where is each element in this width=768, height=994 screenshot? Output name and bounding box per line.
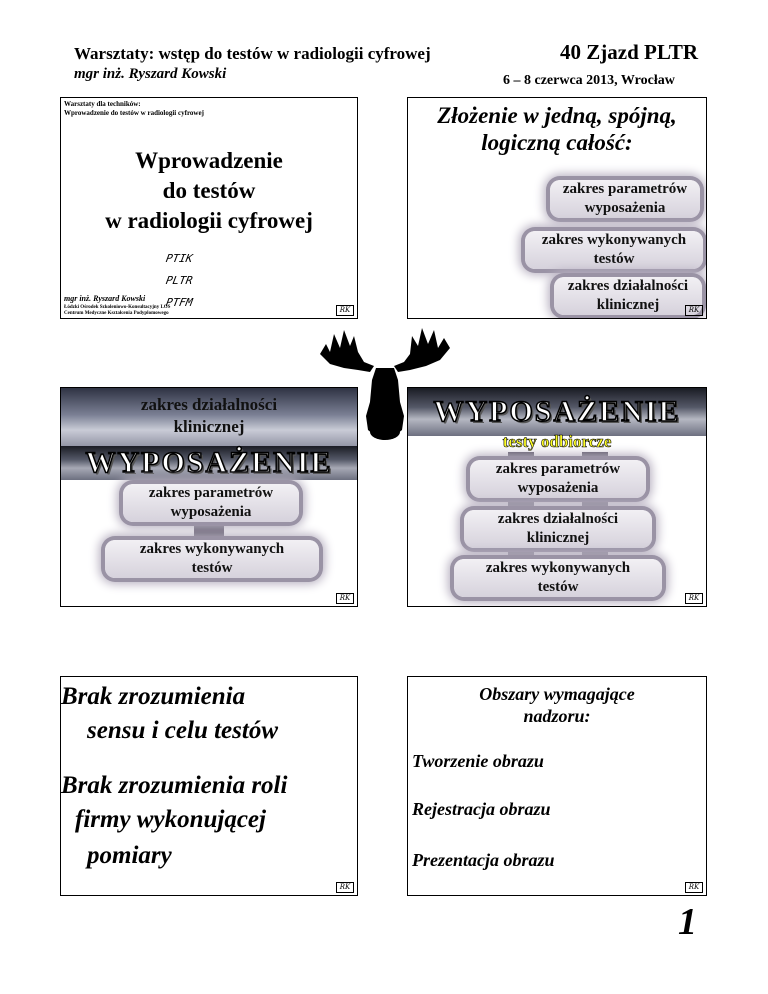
slide1-inst-1: Łódzki Ośrodek Szkoleniowo-Konsultacyjny LOS: [64, 305, 171, 310]
slide-6: [407, 676, 707, 896]
slide2-title-1: Złożenie w jedną, spójną,: [437, 103, 677, 128]
slide2-pill-1: [550, 180, 700, 218]
slide3-top-text: [61, 394, 357, 438]
slide6-title-2: nadzoru:: [523, 706, 591, 726]
header-author: mgr inż. Ryszard Kowski: [74, 66, 227, 82]
slide2-pill-3-line-1: zakres działalności: [567, 278, 689, 294]
header-title: Warsztaty: wstęp do testów w radiologii cyfrowej: [74, 44, 431, 63]
slide1-title-3: w radiologii cyfrowej: [105, 208, 313, 233]
slide-logo: RK: [336, 882, 354, 893]
slide2-pill-1-line-2: wyposażenia: [584, 200, 666, 216]
slide2-pill-2-line-1: zakres wykonywanych: [541, 232, 687, 248]
slide5-line-1: Brak zrozumienia: [61, 683, 246, 710]
slide-logo: RK: [685, 593, 703, 604]
slide-logo: RK: [685, 305, 703, 316]
slide3-pill-2-line-1: zakres wykonywanych: [139, 541, 285, 557]
slide2-pill-2-line-2: testów: [593, 251, 635, 267]
slide6-item-1: Tworzenie obrazu: [412, 751, 544, 771]
slide-3: [60, 387, 358, 607]
slide6-item-2: Rejestracja obrazu: [412, 799, 551, 819]
slide5-line-3: Brak zrozumienia roli: [61, 772, 288, 799]
slide-logo: RK: [685, 882, 703, 893]
slide1-title-1: Wprowadzenie: [135, 148, 283, 173]
slide4-pill-1-line-2: wyposażenia: [517, 480, 599, 496]
slide6-title: [408, 683, 706, 727]
slide-logo: RK: [336, 593, 354, 604]
slide-4: [407, 387, 707, 607]
slide4-pill-2-line-1: zakres działalności: [497, 511, 619, 527]
slide1-author: mgr inż. Ryszard Kowski: [64, 294, 146, 303]
slide1-org-1: PTIK: [164, 252, 194, 265]
slide1-line1: Warsztaty dla techników:: [64, 100, 141, 108]
slide4-pill-3-line-2: testów: [537, 579, 579, 595]
slide3-pill-1-line-2: wyposażenia: [170, 504, 252, 520]
slide6-item-3: Prezentacja obrazu: [412, 850, 555, 870]
slide-2: [407, 97, 707, 319]
slide5-line-4: firmy wykonującej: [75, 806, 266, 833]
page-number: 1: [678, 901, 697, 943]
slide-1: [60, 97, 358, 319]
slide4-pill-1-line-1: zakres parametrów: [495, 461, 621, 477]
slide2-title: [408, 102, 706, 156]
slide3-top-line-1: zakres działalności: [140, 395, 278, 414]
slide1-org-3: PTFM: [164, 296, 194, 309]
slide1-org-2: PLTR: [164, 274, 194, 287]
slide1-inst-2: Centrum Medyczne Kształcenia Podyplomowego: [64, 311, 169, 316]
slide4-big-word: WYPOSAŻENIE: [433, 395, 681, 428]
slide2-pill-3: [554, 277, 702, 315]
slide3-pill-1-line-1: zakres parametrów: [148, 485, 274, 501]
slide3-pill-2-line-2: testów: [191, 560, 233, 576]
slide6-title-1: Obszary wymagające: [479, 684, 635, 704]
slide1-line2: Wprowadzenie do testów w radiologii cyfrowej: [64, 109, 204, 117]
slide2-pill-2: [525, 231, 703, 269]
slide4-pill-3-line-1: zakres wykonywanych: [485, 560, 631, 576]
slide3-pill-2: [105, 540, 319, 578]
slide4-pill-3: [454, 559, 662, 597]
slide2-pill-1-line-1: zakres parametrów: [562, 181, 688, 197]
slide3-big-word: WYPOSAŻENIE: [85, 446, 333, 479]
slide2-title-2: logiczną całość:: [481, 130, 633, 155]
slide1-title-2: do testów: [162, 178, 256, 203]
header-date: 6 – 8 czerwca 2013, Wrocław: [503, 73, 675, 88]
slide-5: [60, 676, 358, 896]
slide3-pill-1: [123, 484, 299, 522]
header-event: 40 Zjazd PLTR: [560, 40, 699, 64]
slide-logo: RK: [336, 305, 354, 316]
slide4-pill-1: [470, 460, 646, 498]
slide4-pill-2: [464, 510, 652, 548]
slide2-pill-3-line-2: klinicznej: [596, 297, 660, 313]
slide4-subtitle: testy odbiorcze: [502, 432, 612, 451]
slide5-line-5: pomiary: [87, 842, 172, 869]
slide4-pill-2-line-2: klinicznej: [526, 530, 590, 546]
slide3-top-line-2: klinicznej: [173, 417, 245, 436]
slide5-line-2: sensu i celu testów: [87, 717, 278, 744]
